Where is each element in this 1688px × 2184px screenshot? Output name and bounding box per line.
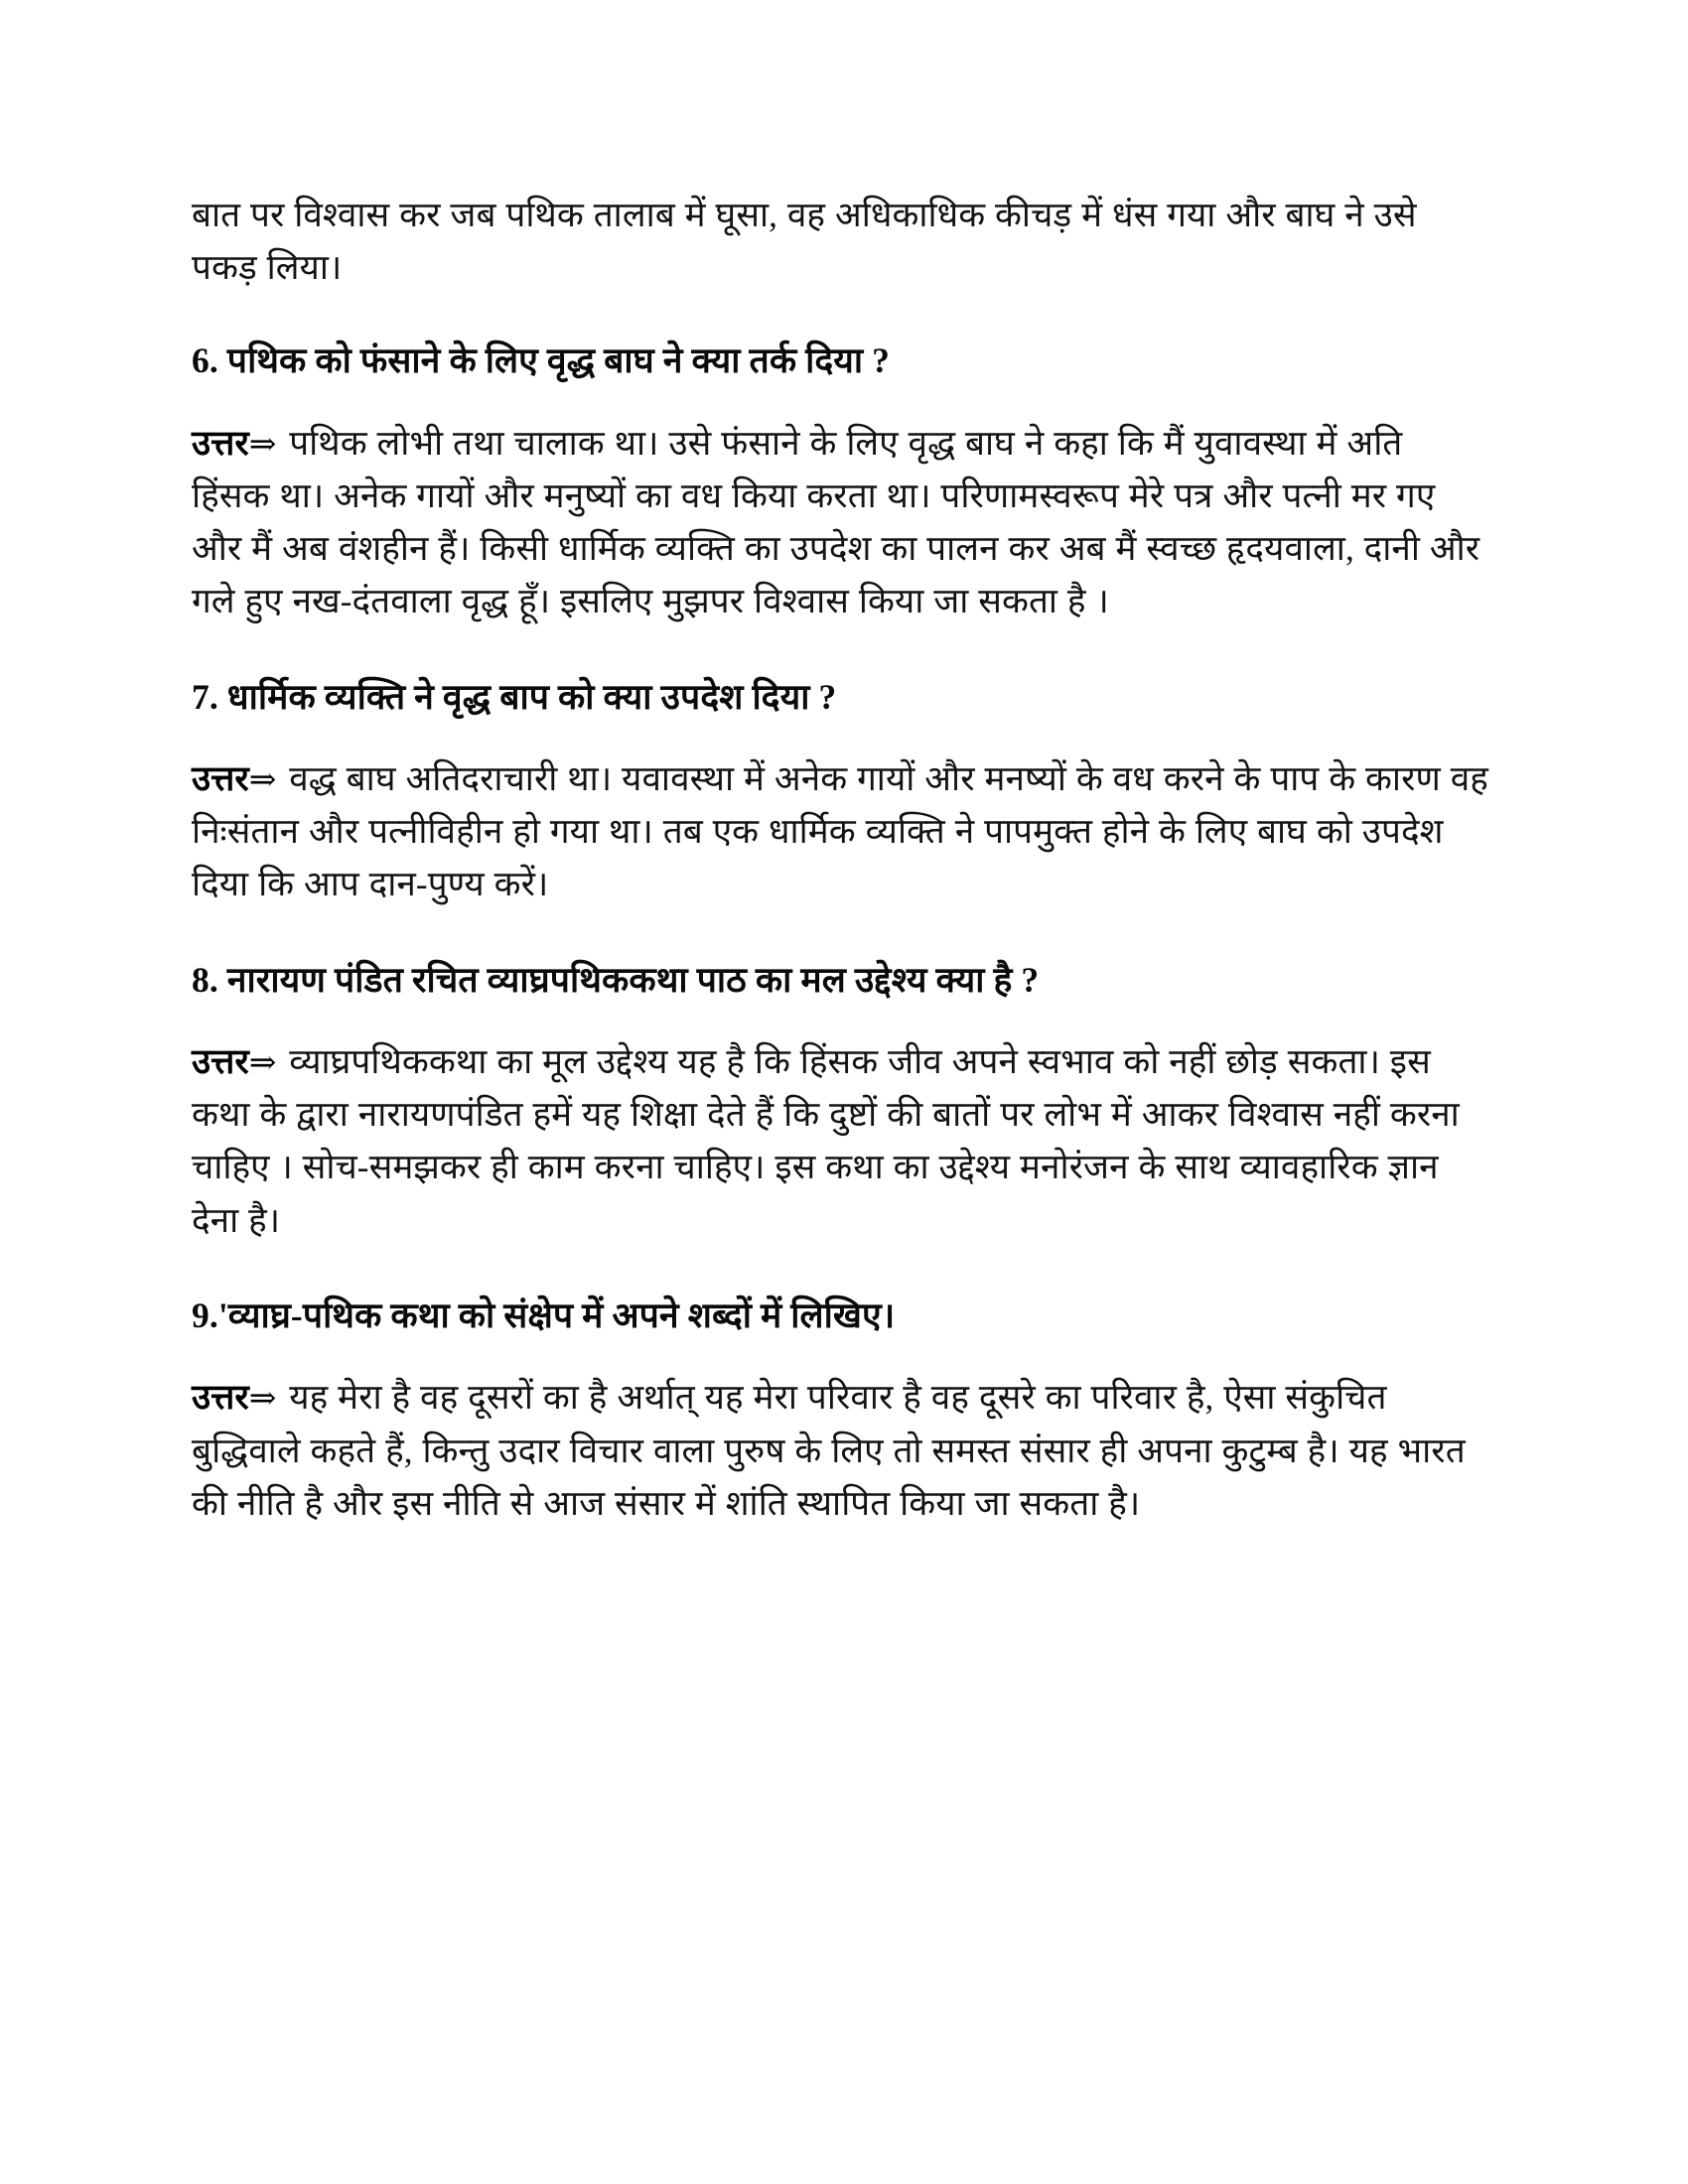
question-heading-6: 6. पथिक को फंसाने के लिए वृद्ध बाघ ने क्या तर्क दिया ? (192, 341, 891, 381)
answer-block-8 (192, 1035, 1489, 1247)
answer-label-6: उत्तर (192, 423, 249, 463)
answer-arrow-icon-8: ⇒ (248, 1045, 277, 1082)
answer-text-6: पथिक लोभी तथा चालाक था। उसे फंसाने के लिए वृद्ध बाघ ने कहा कि मैं युवावस्था में अति हिंसक था। अनेक गायों और मनुष्यों का वध किया करता था। परिणामस्वरूप मेरे पत्र और पत्नी मर गए और मैं अब वंशहीन हैं। किसी धार्मिक व्यक्ति का उपदेश का पालन कर अब मैं स्वच्छ हृदयवाला, दानी और गले हुए नख-दंतवाला वृद्ध हूँ। इसलिए मुझपर विश्वास किया जा सकता है । (192, 423, 1480, 621)
document-text-column (192, 189, 1489, 1530)
intro-paragraph: बात पर विश्वास कर जब पथिक तालाब में घूसा, वह अधिकाधिक कीचड़ में धंस गया और बाघ ने उसे पकड़ लिया। (192, 196, 1417, 288)
answer-arrow-icon-6: ⇒ (248, 426, 277, 463)
answer-label-7: उत्तर (192, 759, 249, 799)
answer-block-9 (192, 1371, 1489, 1530)
answer-text-9: यह मेरा है वह दूसरों का है अर्थात् यह मेरा परिवार है वह दूसरे का परिवार है, ऐसा संकुचित बुद्धिवाले कहते हैं, किन्तु उदार विचार वाला पुरुष के लिए तो समस्त संसार ही अपना कुटुम्ब है। यह भारत की नीति है और इस नीति से आज संसार में शांति स्थापित किया जा सकता है। (192, 1378, 1466, 1523)
answer-text-7: वद्ध बाघ अतिदराचारी था। यवावस्था में अनेक गायों और मनष्यों के वध करने के पाप के कारण वह निःसंतान और पत्नीविहीन हो गया था। तब एक धार्मिक व्यक्ति ने पापमुक्त होने के लिए बाघ को उपदेश दिया कि आप दान-पुण्य करें। (192, 759, 1488, 904)
answer-arrow-icon-9: ⇒ (248, 1381, 277, 1418)
answer-block-7 (192, 752, 1489, 911)
answer-label-8: उत्तर (192, 1042, 249, 1082)
answer-block-6 (192, 417, 1489, 628)
answer-label-9: उत्तर (192, 1378, 249, 1418)
answer-text-8: व्याघ्रपथिककथा का मूल उद्देश्य यह है कि हिंसक जीव अपने स्वभाव को नहीं छोड़ सकता। इस कथा के द्वारा नारायणपंडित हमें यह शिक्षा देते हैं कि दुष्टों की बातों पर लोभ में आकर विश्वास नहीं करना चाहिए । सोच-समझकर ही काम करना चाहिए। इस कथा का उद्देश्य मनोरंजन के साथ व्यावहारिक ज्ञान देना है। (192, 1042, 1460, 1240)
question-heading-7: 7. धार्मिक व्यक्ति ने वृद्ध बाप को क्या उपदेश दिया ? (192, 676, 837, 717)
answer-arrow-icon-7: ⇒ (248, 762, 277, 799)
question-heading-8: 8. नारायण पंडित रचित व्याघ्रपथिककथा पाठ का मल उद्देश्य क्या है ? (192, 959, 1040, 1000)
question-heading-9: 9.'व्याघ्र-पथिक कथा को संक्षेप में अपने शब्दों में लिखिए। (192, 1295, 896, 1335)
